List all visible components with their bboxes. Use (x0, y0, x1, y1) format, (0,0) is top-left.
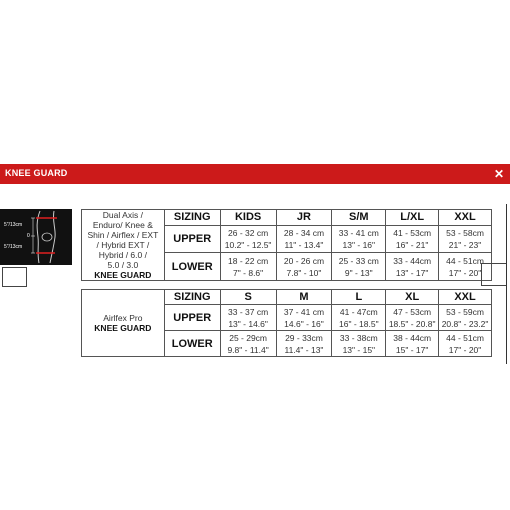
size-header: S (220, 290, 276, 305)
diagram-mid-label: 0 (27, 233, 30, 239)
model-line: Enduro/ Knee & (92, 220, 153, 230)
cell-in: 13" - 15" (342, 344, 376, 355)
model-line: Airlfex Pro (103, 313, 143, 323)
size-header: XXL (439, 210, 492, 226)
table-cell (276, 305, 332, 331)
table-cell (386, 225, 439, 253)
table-cell (220, 331, 276, 357)
cell-cm: 38 - 44cm (393, 332, 432, 343)
cell-in: 14.6" - 16" (284, 318, 324, 329)
cell-cm: 53 - 59cm (446, 306, 484, 317)
cell-in: 18.5" - 20.8" (388, 318, 436, 329)
sizing-header: SIZING (164, 210, 220, 226)
cell-cm: 41 - 53cm (393, 228, 432, 239)
cell-in: 11.4" - 13" (284, 344, 324, 355)
cell-in: 15" - 17" (395, 344, 429, 355)
cell-cm: 33 - 44cm (393, 255, 432, 266)
size-header: XL (386, 290, 439, 305)
size-header: M (276, 290, 332, 305)
table-cell (220, 253, 276, 281)
modal-right-border (506, 204, 507, 364)
table-cell (332, 305, 386, 331)
size-table-standard (81, 209, 492, 281)
close-icon[interactable]: ✕ (493, 167, 504, 181)
cell-cm: 25 - 29cm (229, 332, 268, 343)
size-header: L/XL (386, 210, 439, 226)
cell-in: 16" - 21" (395, 240, 429, 251)
model-line: / Hybrid EXT / (96, 240, 150, 250)
model-line: 5.0 / 3.0 (107, 260, 139, 270)
size-table-airflex-pro (81, 289, 492, 357)
cell-in: 13" - 17" (395, 267, 429, 278)
cell-cm: 29 - 33cm (285, 332, 323, 343)
cell-in: 11" - 13.4" (284, 240, 324, 251)
model-name: KNEE GUARD (94, 270, 152, 280)
cell-cm: 18 - 22 cm (228, 255, 269, 266)
table-cell (386, 253, 439, 281)
cell-cm: 53 - 58cm (446, 228, 484, 239)
cell-cm: 47 - 53cm (393, 306, 432, 317)
cell-in: 9.8" - 11.4" (227, 344, 269, 355)
table-cell (276, 331, 332, 357)
cell-in: 7" - 8.6" (233, 267, 264, 278)
table-cell (276, 253, 332, 281)
size-header: L (332, 290, 386, 305)
model-line: Shin / Airflex / EXT (87, 230, 159, 240)
table-cell (276, 225, 332, 253)
cell-in: 9" - 13" (344, 267, 373, 278)
scroll-indicator[interactable] (481, 263, 507, 286)
knee-diagram-thumbnail[interactable] (0, 209, 72, 265)
table-cell (386, 331, 439, 357)
cell-cm: 41 - 47cm (339, 306, 378, 317)
cell-in: 13" - 16" (342, 240, 376, 251)
model-name: KNEE GUARD (94, 323, 152, 333)
table-cell (439, 305, 492, 331)
table-cell (332, 225, 386, 253)
cell-in: 21" - 23" (448, 240, 482, 251)
sizing-header: SIZING (164, 290, 220, 305)
model-cell (82, 290, 165, 357)
cell-in: 17" - 20" (448, 267, 482, 278)
cell-in: 20.8" - 23.2" (441, 318, 489, 329)
diagram-top-label: 5"/13cm (4, 222, 23, 228)
model-cell (82, 210, 165, 281)
cell-cm: 33 - 41 cm (338, 228, 379, 239)
size-header: S/M (332, 210, 386, 226)
lower-label: LOWER (164, 253, 220, 281)
lower-label: LOWER (164, 331, 220, 357)
cell-cm: 20 - 26 cm (283, 255, 325, 266)
size-header: XXL (439, 290, 492, 305)
table-cell (439, 331, 492, 357)
cell-in: 17" - 20" (448, 344, 482, 355)
thumbnail-placeholder[interactable] (2, 267, 27, 287)
cell-cm: 44 - 51cm (446, 332, 484, 343)
size-header: JR (276, 210, 332, 226)
modal-header (0, 164, 510, 184)
cell-cm: 26 - 32 cm (228, 228, 269, 239)
table-cell (220, 305, 276, 331)
cell-cm: 28 - 34 cm (283, 228, 325, 239)
cell-cm: 25 - 33 cm (338, 255, 379, 266)
table-cell (332, 253, 386, 281)
cell-cm: 33 - 38cm (339, 332, 378, 343)
diagram-bottom-label: 5"/13cm (4, 244, 23, 250)
cell-in: 16" - 18.5" (339, 318, 379, 329)
modal-title: KNEE GUARD (5, 168, 68, 178)
model-line: Dual Axis / (102, 210, 143, 220)
table-cell (386, 305, 439, 331)
cell-in: 13" - 14.6" (228, 318, 268, 329)
upper-label: UPPER (164, 225, 220, 253)
size-chart-modal (0, 164, 510, 355)
cell-in: 10.2" - 12.5" (224, 240, 272, 251)
knee-diagram-icon (0, 209, 72, 265)
cell-cm: 44 - 51cm (446, 255, 484, 266)
cell-cm: 33 - 37 cm (228, 306, 269, 317)
table-cell (220, 225, 276, 253)
size-header: KIDS (220, 210, 276, 226)
table-cell (332, 331, 386, 357)
cell-cm: 37 - 41 cm (283, 306, 325, 317)
cell-in: 7.8" - 10" (286, 267, 322, 278)
model-line: Hybrid / 6.0 / (98, 250, 147, 260)
table-cell (439, 225, 492, 253)
upper-label: UPPER (164, 305, 220, 331)
modal-body (0, 184, 510, 355)
